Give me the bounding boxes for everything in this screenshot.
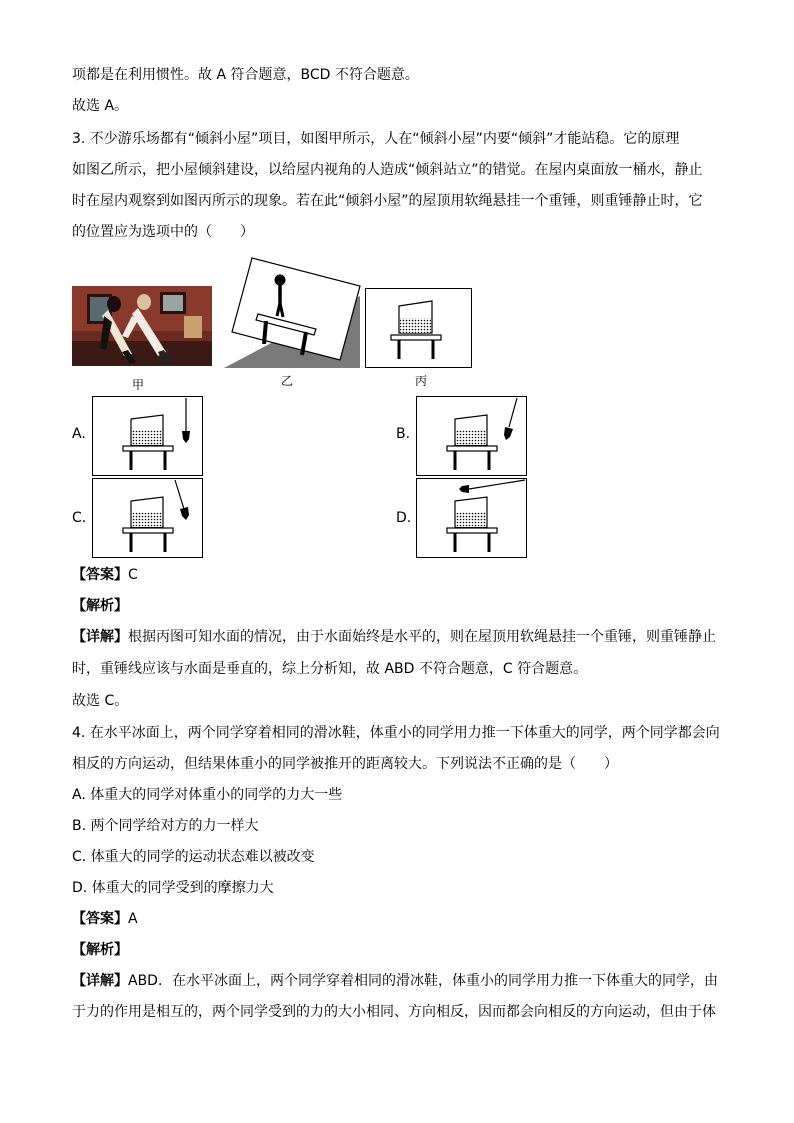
question-4-option-a[interactable]: A. 体重大的同学对体重小的同学的力大一些 xyxy=(72,787,343,803)
analysis-3-tag: 【解析】 xyxy=(72,598,128,614)
figure-yi-tilted-house xyxy=(224,256,362,370)
option-a-label[interactable]: A. xyxy=(72,426,86,442)
option-b-figure[interactable] xyxy=(416,396,527,476)
answer-3: 【答案】C xyxy=(72,567,138,583)
question-4-line: 4. 在水平冰面上，两个同学穿着相同的滑冰鞋，体重小的同学用力推一下体重大的同学，两个同学都会向 xyxy=(72,725,720,741)
option-d-label[interactable]: D. xyxy=(396,510,412,526)
analysis-3-detail: 【详解】根据丙图可知水面的情况，由于水面始终是水平的，则在屋顶用软绳悬挂一个重锤，则重锤静止 xyxy=(72,629,716,645)
analysis-4-detail: 于力的作用是相互的，两个同学受到的力的大小相同、方向相反，因而都会向相反的方向运动，但由于体 xyxy=(72,1004,716,1020)
question-3-line: 如图乙所示，把小屋倾斜建设，以给屋内视角的人造成“倾斜站立”的错觉。在屋内桌面放一桶水，静止 xyxy=(72,162,703,178)
option-c-figure[interactable] xyxy=(92,478,203,558)
question-3-line: 3. 不少游乐场都有“倾斜小屋”项目，如图甲所示，人在“倾斜小屋”内要“倾斜”才能站稳。它的原理 xyxy=(72,131,680,147)
answer-4: 【答案】A xyxy=(72,911,138,927)
question-4-line: 相反的方向运动，但结果体重小的同学被推开的距离较大。下列说法不正确的是（ ） xyxy=(72,756,618,772)
figure-jia-photo xyxy=(72,286,212,366)
question-3-line: 时在屋内观察到如图丙所示的现象。若在此“倾斜小屋”的屋顶用软绳悬挂一个重锤，则重锤静止时，它 xyxy=(72,193,703,209)
option-a-figure[interactable] xyxy=(92,396,203,476)
analysis-4-detail: 【详解】ABD．在水平冰面上，两个同学穿着相同的滑冰鞋，体重小的同学用力推一下体重大的同学，由 xyxy=(72,973,718,989)
question-4-option-c[interactable]: C. 体重大的同学的运动状态难以被改变 xyxy=(72,849,315,865)
caption-yi: 乙 xyxy=(281,374,294,388)
analysis-3-detail: 时，重锤线应该与水面是垂直的，综上分析知，故 ABD 不符合题意，C 符合题意。 xyxy=(72,661,588,677)
analysis-4-tag: 【解析】 xyxy=(72,942,128,958)
text-line: 故选 A。 xyxy=(72,98,129,114)
caption-jia: 甲 xyxy=(132,378,145,392)
analysis-3-choose: 故选 C。 xyxy=(72,693,129,709)
caption-bing: 丙 xyxy=(415,374,428,388)
question-4-option-b[interactable]: B. 两个同学给对方的力一样大 xyxy=(72,818,259,834)
question-4-option-d[interactable]: D. 体重大的同学受到的摩擦力大 xyxy=(72,880,274,896)
question-3-line: 的位置应为选项中的（ ） xyxy=(72,224,254,240)
option-b-label[interactable]: B. xyxy=(396,426,411,442)
option-c-label[interactable]: C. xyxy=(72,510,87,526)
option-d-figure[interactable] xyxy=(416,478,527,558)
figure-bing-box xyxy=(365,288,472,368)
text-line: 项都是在利用惯性。故 A 符合题意，BCD 不符合题意。 xyxy=(72,67,419,83)
